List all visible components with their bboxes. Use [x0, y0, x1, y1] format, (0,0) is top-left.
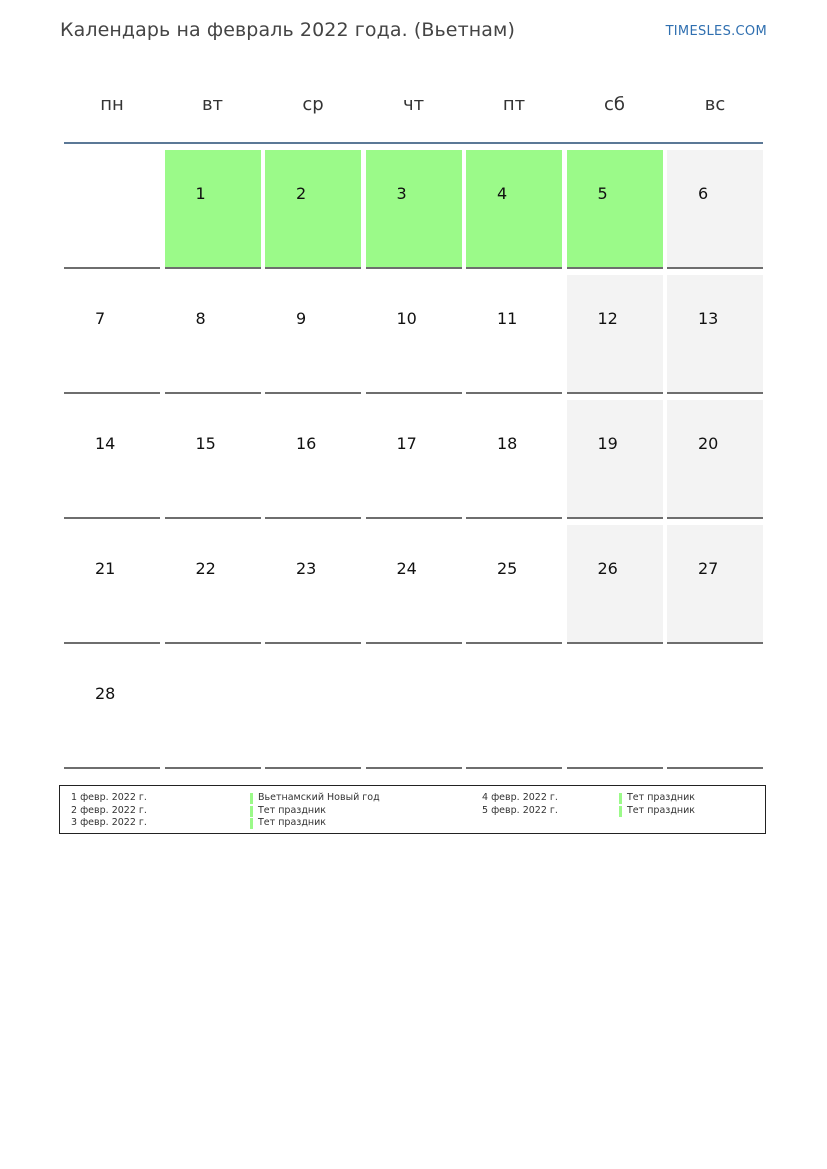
day-cell [466, 525, 562, 644]
holiday-day-cell [567, 150, 663, 269]
day-number: 16 [296, 434, 317, 453]
week-row [64, 269, 763, 394]
day-number: 20 [698, 434, 719, 453]
legend-date: 2 февр. 2022 г. [71, 804, 147, 816]
day-number: 24 [396, 559, 417, 578]
day-number: 10 [396, 309, 417, 328]
week-row [64, 644, 763, 769]
legend-date: 4 февр. 2022 г. [482, 792, 558, 803]
day-cell [366, 525, 462, 644]
holiday-day-cell [265, 150, 361, 269]
day-cell [265, 275, 361, 394]
legend-holiday-name: Вьетнамский Новый год [258, 792, 380, 803]
day-number: 17 [396, 434, 417, 453]
day-number: 1 [195, 184, 206, 203]
day-number: 11 [497, 309, 518, 328]
legend-date: 1 февр. 2022 г. [71, 792, 147, 803]
day-cell [567, 400, 663, 519]
day-number: 28 [95, 684, 116, 703]
day-cell [466, 400, 562, 519]
day-number: 14 [95, 434, 116, 453]
day-cell [466, 275, 562, 394]
day-cell [265, 400, 361, 519]
weekday-tue: вт [201, 94, 224, 115]
day-cell [567, 525, 663, 644]
holiday-day-cell [466, 150, 562, 269]
day-number: 15 [195, 434, 216, 453]
day-number: 18 [497, 434, 518, 453]
empty-day-cell [265, 650, 361, 769]
day-number: 9 [296, 309, 307, 328]
legend-color-marker [250, 806, 253, 817]
day-number: 6 [698, 184, 709, 203]
day-number: 3 [396, 184, 407, 203]
day-number: 26 [597, 559, 618, 578]
day-cell [667, 525, 763, 644]
weekday-sun: вс [704, 94, 726, 115]
day-cell [165, 400, 261, 519]
empty-day-cell [567, 650, 663, 769]
empty-day-cell [466, 650, 562, 769]
day-number: 23 [296, 559, 317, 578]
legend-holiday-name: Тет праздник [627, 804, 696, 816]
calendar-grid [64, 80, 763, 769]
day-cell [165, 525, 261, 644]
empty-day-cell [64, 150, 160, 269]
day-cell [64, 400, 160, 519]
holiday-legend [59, 785, 766, 834]
day-number: 5 [597, 184, 608, 203]
day-number: 8 [195, 309, 206, 328]
legend-holiday-name: Тет праздник [258, 817, 327, 828]
weekday-mon: пн [100, 94, 124, 115]
day-number: 12 [597, 309, 618, 328]
day-number: 19 [597, 434, 618, 453]
weekday-sat: сб [604, 94, 625, 115]
day-number: 22 [195, 559, 216, 578]
day-cell [64, 275, 160, 394]
day-cell [667, 275, 763, 394]
holiday-day-cell [165, 150, 261, 269]
site-link[interactable]: TIMESLES.COM [665, 24, 767, 39]
week-row [64, 519, 763, 644]
day-cell [567, 275, 663, 394]
day-cell [64, 650, 160, 769]
legend-date: 5 февр. 2022 г. [482, 804, 558, 816]
weekday-fri: пт [502, 94, 526, 115]
week-row [64, 394, 763, 519]
day-cell [667, 400, 763, 519]
weekday-wed: ср [302, 94, 324, 115]
day-cell [64, 525, 160, 644]
legend-date: 3 февр. 2022 г. [71, 817, 147, 828]
weekday-header-row [64, 80, 763, 144]
day-number: 2 [296, 184, 307, 203]
legend-color-marker [619, 806, 622, 817]
day-number: 13 [698, 309, 719, 328]
weekday-thu: чт [402, 94, 425, 115]
week-row [64, 144, 763, 269]
legend-holiday-name: Тет праздник [258, 804, 327, 816]
day-number: 4 [497, 184, 508, 203]
day-number: 21 [95, 559, 116, 578]
weeks-container [64, 144, 763, 769]
day-number: 7 [95, 309, 106, 328]
empty-day-cell [366, 650, 462, 769]
day-cell [165, 275, 261, 394]
day-cell [265, 525, 361, 644]
holiday-day-cell [366, 150, 462, 269]
day-number: 27 [698, 559, 719, 578]
day-cell [667, 150, 763, 269]
legend-holiday-name: Тет праздник [627, 792, 696, 803]
empty-day-cell [667, 650, 763, 769]
legend-color-marker [250, 818, 253, 829]
legend-color-marker [250, 793, 253, 804]
legend-color-marker [619, 793, 622, 804]
day-cell [366, 400, 462, 519]
day-number: 25 [497, 559, 518, 578]
empty-day-cell [165, 650, 261, 769]
day-cell [366, 275, 462, 394]
page-title: Календарь на февраль 2022 года. (Вьетнам) [60, 19, 515, 41]
